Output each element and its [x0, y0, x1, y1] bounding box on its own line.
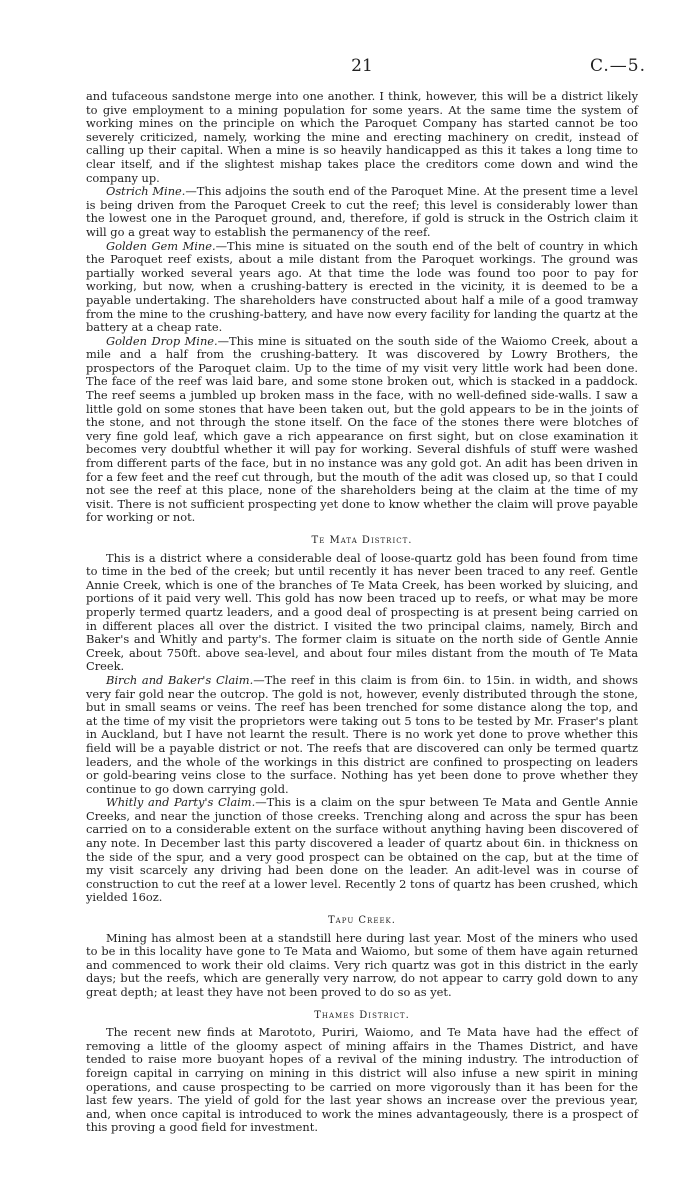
paragraph: Mining has almost been at a standstill here during last year. Most of the miners who used to be in this locality have gone to Te Mata and Waiomo, but some of them have again returned and commenced to work their old claims. Very rich quartz was got in this district in the early days; but the reefs, which are generally very narrow, do not appear to carry gold down to any great depth; at least they have not been proved to do so as yet.: [86, 930, 638, 999]
paragraph: The recent new finds at Marototo, Puriri, Waiomo, and Te Mata have had the effect of removing a little of the gloomy aspect of mining affairs in the Thames District, and have tended to raise more buoyant hopes of a revival of the mining industry. The introduction of foreign capital in carrying on mining in this district will also infuse a new spirit in mining operations, and cause prospecting to be carried on more vigorously than it has been for the last few years. The yield of gold for the last year shows an increase over the previous year, and, when once capital is introduced to work the mines advantageously, there is a prospect of this proving a good field for investment.: [86, 1025, 638, 1135]
paragraph-lead: Birch and Baker's Claim.: [106, 672, 254, 687]
paragraph-lead: Ostrich Mine.: [106, 184, 186, 199]
paragraph: Ostrich Mine.—This adjoins the south end of the Paroquet Mine. At the present time a level is being driven from the Paroquet Creek to cut the reef; this level is considerably lower than the lowest one in the Paroquet ground, and, therefore, if gold is struck in the Ostrich claim it will go a great way to establish the permanency of the reef.: [86, 184, 638, 239]
paragraph: Birch and Baker's Claim.—The reef in this claim is from 6in. to 15in. in width, and shows very fair gold near the outcrop. The gold is not, however, evenly distributed through the stone, but in small seams or veins. The reef has been trenched for some distance along the top, and at the time of my visit the proprietors were taking out 5 tons to be tested by Mr. Fraser's plant in Auckland, but I have not learnt the result. There is no work yet done to prove whether this field will be a payable district or not. The reefs that are discovered can only be termed quartz leaders, and the whole of the workings in this district are confined to prospecting on leaders or gold-bearing veins close to the surface. Nothing has yet been done to prove whether they continue to go down carrying gold.: [86, 672, 638, 796]
section-heading: Thames District.: [314, 1009, 410, 1021]
paragraph-lead: Golden Gem Mine.: [106, 238, 216, 253]
paragraph-lead: Golden Drop Mine.: [106, 333, 218, 348]
page-number: 21: [351, 56, 373, 76]
paragraph: Golden Gem Mine.—This mine is situated on the south end of the belt of country in which the Paroquet reef exists, about a mile distant from the Paroquet workings. The ground was partially worked several years ago. At that time the lode was found too poor to pay for working, but now, when a crushing-battery is erected in the vicinity, it is deemed to be a payable undertaking. The shareholders have constructed about half a mile of a good tramway from the mine to the crushing-battery, and have now every facility for landing the quartz at the battery at a cheap rate.: [86, 238, 638, 335]
paragraph: This is a district where a considerable deal of loose-quartz gold has been found from time to time in the bed of the creek; but until recently it has never been traced to any reef. Gentle Annie Creek, which is one of the branches of Te Mata Creek, has been worked by sluicing, and portions of it paid very well. This gold has now been traced up to reefs, or what may be more properly termed quartz leaders, and a good deal of prospecting is at present being carried on in different places all over the district. I visited the two principal claims, namely, Birch and Baker's and Whitly and party's. The former claim is situate on the north side of Gentle Annie Creek, about 750ft. above sea-level, and about four miles distant from the mouth of Te Mata Creek.: [86, 550, 638, 674]
paragraph: Golden Drop Mine.—This mine is situated on the south side of the Waiomo Creek, about a mile and a half from the crushing-battery. It was discovered by Lowry Brothers, the prospectors of the Paroquet claim. Up to the time of my visit very little work had been done. The face of the reef was laid bare, and some stone broken out, which is stacked in a paddock. The reef seems a jumbled up broken mass in the face, with no well-defined side-walls. I saw a little gold on some stones that have been taken out, but the gold appears to be in the joints of the stone, and not through the stone itself. On the face of the stones there were blotches of very fine gold leaf, which gave a rich appearance on first sight, but on close examination it becomes very doubtful whether it will pay for working. Several dishfuls of stuff were washed from different parts of the face, but in no instance was any gold got. An adit has been driven in for a few feet and the reef cut through, but the mouth of the adit was closed up, so that I could not see the reef at this place, none of the shareholders being at the claim at the time of my visit. There is not sufficient prospecting yet done to know whether the claim will prove payable for working or not.: [86, 333, 638, 525]
section-heading: Tapu Creek.: [328, 915, 396, 927]
section-heading: Te Mata District.: [311, 535, 413, 546]
paragraph: Whitly and Party's Claim.—This is a claim on the spur between Te Mata and Gentle Annie Creeks, and near the junction of those creeks. Trenching along and across the spur has been carried on to a considerable extent on the surface without anything having been discovered of any note. In December last this party discovered a leader of quartz about 6in. in thickness on the side of the spur, and a very good prospect can be obtained on the cap, but at the time of my visit scarcely any driving had been done on the leader. An adit-level was in course of construction to cut the reef at a lower level. Recently 2 tons of quartz has been crushed, which yielded 16oz.: [86, 795, 638, 905]
paragraph-lead: Whitly and Party's Claim.: [106, 795, 256, 810]
document-reference: C.—5.: [589, 56, 646, 76]
document-page: [86, 56, 646, 1135]
body-text: [86, 90, 638, 1135]
page-header: [86, 56, 646, 86]
paragraph: and tufaceous sandstone merge into one another. I think, however, this will be a district likely to give employment to a mining population for some years. At the same time the system of working mines on the principle on which the Paroquet Company has started cannot be too severely criticized, namely, working the mine and erecting machinery on credit, instead of calling up their capital. When a mine is so heavily handicapped as this it takes a long time to clear itself, and if the slightest mishap takes place the creditors come down and wind the company up.: [86, 89, 638, 185]
